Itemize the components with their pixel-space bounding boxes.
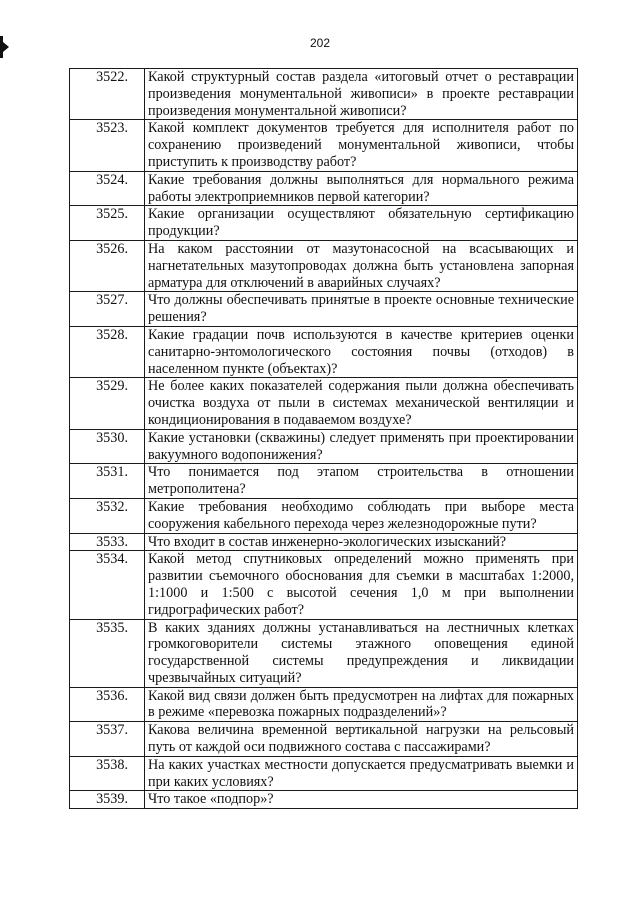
question-number: 3528.	[70, 326, 145, 377]
question-text: Какой метод спутниковых определений можно применять при развитии съемочного обоснования для съемки в масштабах 1:2000, 1:1000 и 1:500 с высотой сечения 1,0 м при выполнении гидрографических работ?	[145, 551, 578, 619]
question-text: Что должны обеспечивать принятые в проекте основные технические решения?	[145, 292, 578, 327]
question-text: Какой структурный состав раздела «итоговый отчет о реставрации произведения монументальной живописи» в проекте реставрации произведения монументальной живописи?	[145, 69, 578, 120]
table-row	[70, 240, 578, 291]
question-text: Какие градации почв используются в качестве критериев оценки санитарно-энтомологического состояния почвы (отходов) в населенном пункте (объектах)?	[145, 326, 578, 377]
table-row	[70, 292, 578, 327]
table-row	[70, 791, 578, 809]
table-row	[70, 498, 578, 533]
question-number: 3525.	[70, 206, 145, 241]
question-number: 3529.	[70, 378, 145, 429]
question-number: 3526.	[70, 240, 145, 291]
table-row	[70, 533, 578, 551]
question-text: Какова величина временной вертикальной нагрузки на рельсовый путь от каждой оси подвижного состава с пассажирами?	[145, 722, 578, 757]
page-number: 202	[309, 36, 331, 50]
table-row	[70, 120, 578, 171]
question-number: 3536.	[70, 687, 145, 722]
question-text: Какие организации осуществляют обязательную сертификацию продукции?	[145, 206, 578, 241]
question-text: Что входит в состав инженерно-экологических изысканий?	[145, 533, 578, 551]
question-text: Какие требования должны выполняться для нормального режима работы электроприемников первой категории?	[145, 171, 578, 206]
table-row	[70, 429, 578, 464]
table-row	[70, 551, 578, 619]
question-text: Какой комплект документов требуется для исполнителя работ по сохранению произведений монументальной живописи, чтобы приступить к производству работ?	[145, 120, 578, 171]
question-text: На каких участках местности допускается предусматривать выемки и при каких условиях?	[145, 756, 578, 791]
question-text: На каком расстоянии от мазутонасосной на всасывающих и нагнетательных мазутопроводах должна быть установлена запорная арматура для отключений в аварийных случаях?	[145, 240, 578, 291]
table-row	[70, 619, 578, 687]
question-text: Что понимается под этапом строительства в отношении метрополитена?	[145, 464, 578, 499]
table-row	[70, 687, 578, 722]
question-number: 3522.	[70, 69, 145, 120]
table-row	[70, 69, 578, 120]
question-number: 3539.	[70, 791, 145, 809]
question-text: Какие требования необходимо соблюдать при выборе места сооружения кабельного перехода через железнодорожные пути?	[145, 498, 578, 533]
question-number: 3535.	[70, 619, 145, 687]
table-row	[70, 171, 578, 206]
question-number: 3532.	[70, 498, 145, 533]
question-text: Какие установки (скважины) следует применять при проектировании вакуумного водопонижения?	[145, 429, 578, 464]
question-text: Не более каких показателей содержания пыли должна обеспечивать очистка воздуха от пыли в системах механической вентиляции и кондиционирования в подаваемом воздухе?	[145, 378, 578, 429]
questions-table	[69, 68, 578, 809]
question-text: Какой вид связи должен быть предусмотрен на лифтах для пожарных в режиме «перевозка пожарных подразделений»?	[145, 687, 578, 722]
question-number: 3537.	[70, 722, 145, 757]
question-number: 3524.	[70, 171, 145, 206]
table-row	[70, 722, 578, 757]
table-row	[70, 378, 578, 429]
question-number: 3533.	[70, 533, 145, 551]
question-number: 3527.	[70, 292, 145, 327]
table-row	[70, 756, 578, 791]
question-text: Что такое «подпор»?	[145, 791, 578, 809]
table-row	[70, 464, 578, 499]
question-number: 3523.	[70, 120, 145, 171]
table-row	[70, 206, 578, 241]
table-row	[70, 326, 578, 377]
question-number: 3538.	[70, 756, 145, 791]
question-text: В каких зданиях должны устанавливаться на лестничных клетках громкоговорители системы этажного оповещения единой государственной системы предупреждения и ликвидации чрезвычайных ситуаций?	[145, 619, 578, 687]
question-number: 3531.	[70, 464, 145, 499]
question-number: 3534.	[70, 551, 145, 619]
question-number: 3530.	[70, 429, 145, 464]
